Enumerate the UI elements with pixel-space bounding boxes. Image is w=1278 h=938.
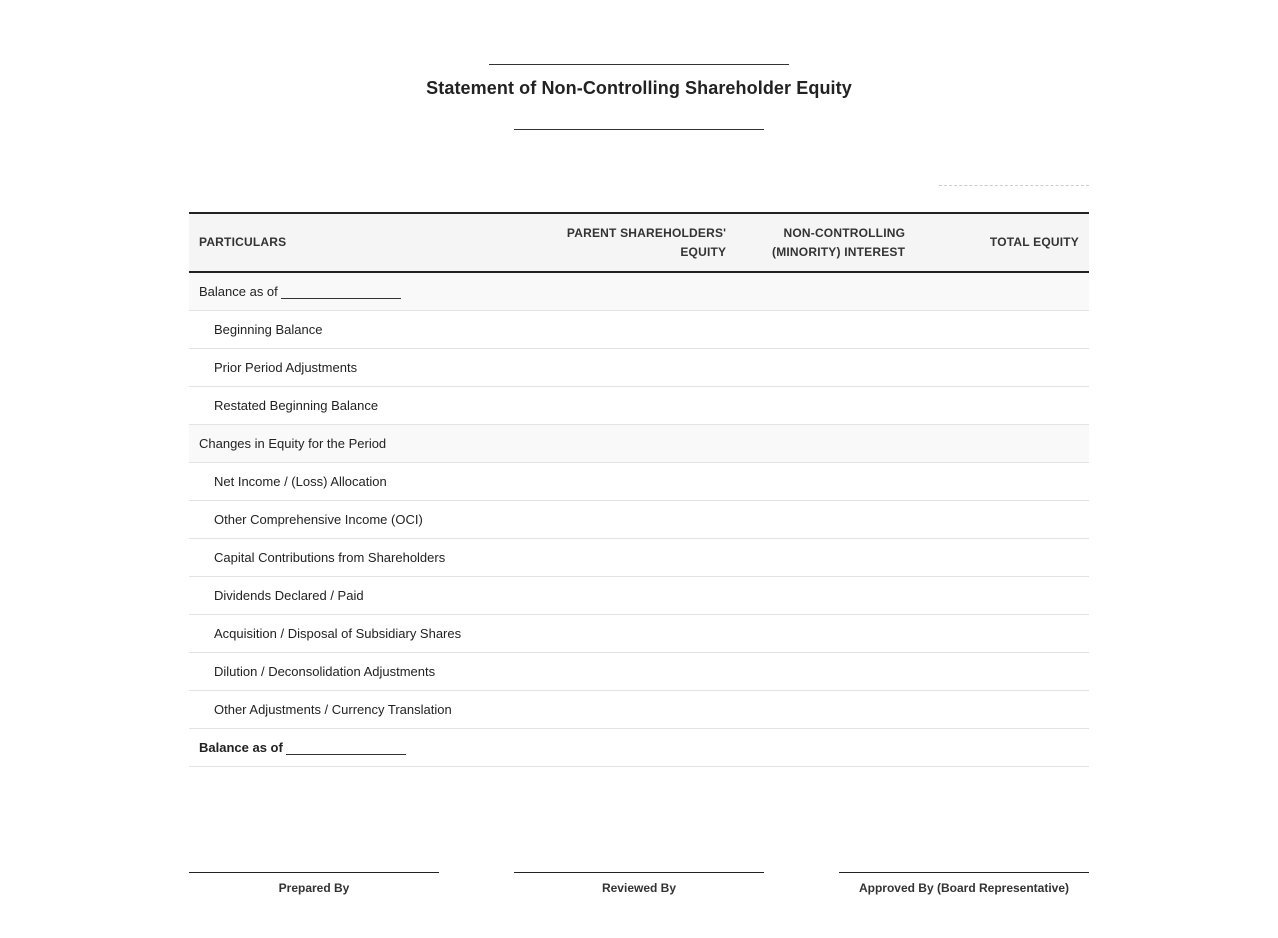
table-row [189,615,1089,653]
row-label: Restated Beginning Balance [189,387,528,425]
nci-cell[interactable] [736,387,915,425]
header-parent-equity [528,213,736,272]
row-label [189,729,528,767]
table-row [189,501,1089,539]
nci-cell[interactable] [736,577,915,615]
row-label [189,272,528,311]
title-bottom-rule [514,129,764,130]
nci-cell[interactable] [736,653,915,691]
parent-equity-cell[interactable] [528,729,736,767]
date-blank-line[interactable] [286,754,406,755]
table-row [189,272,1089,311]
table-row [189,387,1089,425]
table-row [189,691,1089,729]
header-nci-text: NON-CONTROLLING (MINORITY) INTEREST [772,225,906,259]
header-nci [736,213,915,272]
parent-equity-cell[interactable] [528,653,736,691]
row-label-text: Balance as of [199,740,283,755]
nci-cell[interactable] [736,425,915,463]
parent-equity-cell[interactable] [528,539,736,577]
nci-cell[interactable] [736,311,915,349]
row-label: Net Income / (Loss) Allocation [189,463,528,501]
equity-table [189,212,1089,767]
parent-equity-cell[interactable] [528,691,736,729]
row-label: Prior Period Adjustments [189,349,528,387]
nci-cell[interactable] [736,691,915,729]
nci-cell[interactable] [736,729,915,767]
nci-cell[interactable] [736,615,915,653]
title-top-rule [489,64,789,65]
row-label: Dilution / Deconsolidation Adjustments [189,653,528,691]
reviewed-by-signature[interactable]: Reviewed By [514,872,764,895]
parent-equity-cell[interactable] [528,501,736,539]
row-label: Acquisition / Disposal of Subsidiary Shares [189,615,528,653]
nci-cell[interactable] [736,272,915,311]
total-equity-cell[interactable] [915,387,1089,425]
parent-equity-cell[interactable] [528,615,736,653]
total-equity-cell[interactable] [915,577,1089,615]
total-equity-cell[interactable] [915,691,1089,729]
total-equity-cell[interactable] [915,729,1089,767]
date-field-placeholder[interactable] [939,185,1089,186]
document-title: Statement of Non-Controlling Shareholder Equity [426,78,852,98]
total-equity-cell[interactable] [915,463,1089,501]
table-row [189,729,1089,767]
header-particulars: PARTICULARS [199,235,287,249]
nci-cell[interactable] [736,463,915,501]
parent-equity-cell[interactable] [528,463,736,501]
header-parent-equity-text: PARENT SHAREHOLDERS' EQUITY [566,225,727,259]
table-row [189,463,1089,501]
row-label-text: Balance as of [199,284,278,299]
table-row [189,653,1089,691]
table-row [189,425,1089,463]
total-equity-cell[interactable] [915,349,1089,387]
statement-page [189,0,1089,938]
nci-cell[interactable] [736,539,915,577]
total-equity-cell[interactable] [915,311,1089,349]
parent-equity-cell[interactable] [528,272,736,311]
total-equity-cell[interactable] [915,615,1089,653]
header-total-equity: TOTAL EQUITY [989,235,1079,249]
total-equity-cell[interactable] [915,539,1089,577]
date-blank-line[interactable] [281,298,401,299]
table-row [189,539,1089,577]
nci-cell[interactable] [736,349,915,387]
row-label: Changes in Equity for the Period [189,425,528,463]
parent-equity-cell[interactable] [528,311,736,349]
total-equity-cell[interactable] [915,425,1089,463]
table-row [189,577,1089,615]
parent-equity-cell[interactable] [528,387,736,425]
total-equity-cell[interactable] [915,501,1089,539]
total-equity-cell[interactable] [915,653,1089,691]
row-label: Dividends Declared / Paid [189,577,528,615]
table-row [189,349,1089,387]
approved-by-signature[interactable]: Approved By (Board Representative) [839,872,1089,895]
row-label: Beginning Balance [189,311,528,349]
table-header-row [189,213,1089,272]
parent-equity-cell[interactable] [528,577,736,615]
parent-equity-cell[interactable] [528,349,736,387]
table-row [189,311,1089,349]
row-label: Capital Contributions from Shareholders [189,539,528,577]
parent-equity-cell[interactable] [528,425,736,463]
row-label: Other Comprehensive Income (OCI) [189,501,528,539]
prepared-by-signature[interactable]: Prepared By [189,872,439,895]
total-equity-cell[interactable] [915,272,1089,311]
row-label: Other Adjustments / Currency Translation [189,691,528,729]
nci-cell[interactable] [736,501,915,539]
